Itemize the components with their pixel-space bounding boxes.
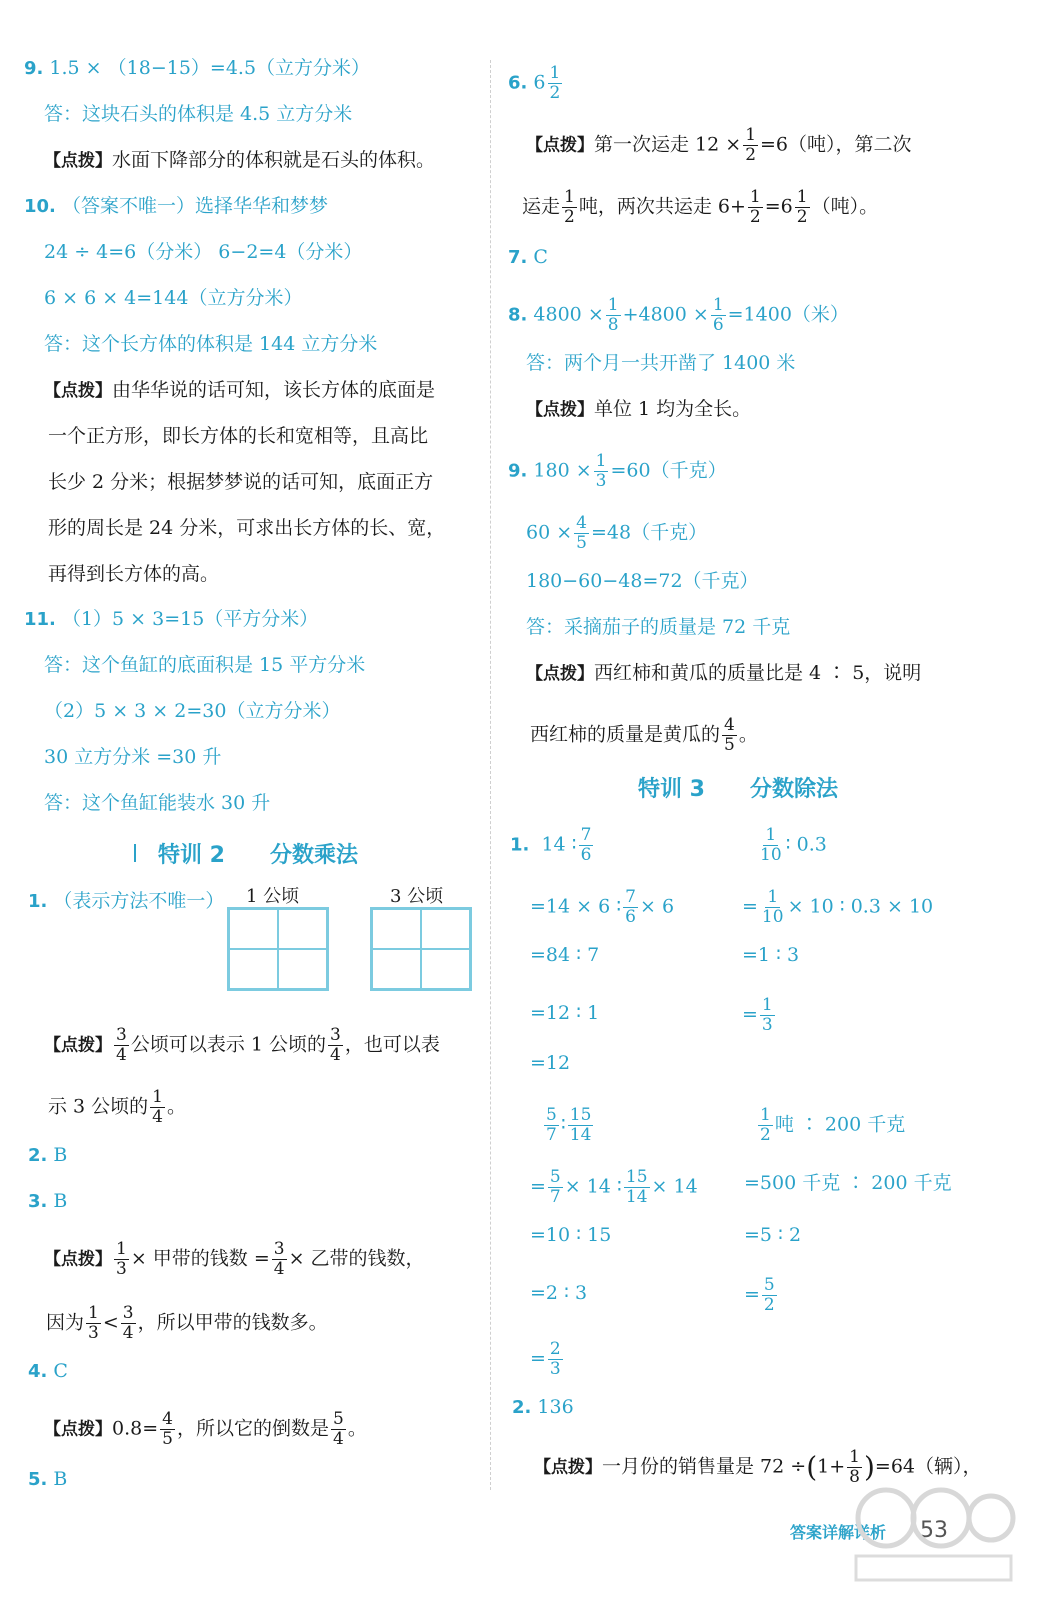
left-q9-tip: 【点拨】水面下降部分的体积就是石头的体积。 xyxy=(44,149,436,171)
s3q1-c2-l1: $\frac{1}{10}$ ∶ 0.3 xyxy=(760,825,827,865)
left-s2q3-tip-2: 因为 $\frac{1}{3}$ < $\frac{3}{4}$ ，所以甲带的钱数多。 xyxy=(46,1303,328,1343)
right-q9-tip-1: 【点拨】西红柿和黄瓜的质量比是 4 ∶ 5，说明 xyxy=(526,662,922,684)
section2-bar xyxy=(134,844,136,862)
left-q10-tip-3: 长少 2 分米；根据梦梦说的话可知，底面正方 xyxy=(48,471,434,493)
s3q1-c3-l2: = $\frac{5}{7}$ × 14 ∶ $\frac{15}{14}$ × 14 xyxy=(530,1167,698,1207)
left-q11-line2: （2）5 × 3 × 2=30（立方分米） xyxy=(44,700,341,722)
left-q9-equation: 9. 1.5 × （18−15）=4.5（立方分米） xyxy=(24,57,371,79)
left-q11-line1: 11. （1）5 × 3=15（平方分米） xyxy=(24,608,319,630)
right-q8-answer: 答：两个月一共开凿了 1400 米 xyxy=(526,352,796,374)
right-q9-tip-2: 西红柿的质量是黄瓜的 $\frac{4}{5}$ 。 xyxy=(530,715,758,755)
right-s3q2: 2. 136 xyxy=(512,1396,574,1418)
left-s2q1-tip-1: 【点拨】 $\frac{3}{4}$ 公顷可以表示 1 公顷的 $\frac{3}{4}$ ，也可以表 xyxy=(44,1025,440,1065)
s3q1-c1-l5: =12 xyxy=(530,1052,571,1074)
left-s2q3-tip-1: 【点拨】 $\frac{1}{3}$ × 甲带的钱数 = $\frac{3}{4}$ × 乙带的钱数， xyxy=(44,1239,425,1279)
right-q6: 6. 6 $\frac{1}{2}$ xyxy=(508,63,561,103)
s3q1-c1-l2: =14 × 6 ∶ $\frac{7}{6}$ × 6 xyxy=(530,887,675,927)
left-s2q1: 1. （表示方法不唯一） xyxy=(28,890,225,912)
column-divider xyxy=(490,60,491,1490)
left-q10-title: 10. （答案不唯一）选择华华和梦梦 xyxy=(24,195,328,217)
watermark-logo-icon xyxy=(846,1478,1016,1588)
right-q9-line3: 180−60−48=72（千克） xyxy=(526,570,759,592)
left-q10-line2: 6 × 6 × 4=144（立方分米） xyxy=(44,287,303,309)
left-s2q3: 3. B xyxy=(28,1190,68,1212)
s3q1-c4-l2: =500 千克 ∶ 200 千克 xyxy=(744,1172,952,1194)
page-number: 53 xyxy=(920,1518,948,1543)
s3q1-c3-l1: $\frac{5}{7}$ ∶ $\frac{15}{14}$ xyxy=(546,1105,592,1145)
left-q10-line1: 24 ÷ 4=6（分米） 6−2=4（分米） xyxy=(44,241,363,263)
left-q11-answer1: 答：这个鱼缸的底面积是 15 平方分米 xyxy=(44,654,366,676)
s3q1-c4-l4: = $\frac{5}{2}$ xyxy=(744,1275,775,1315)
s3q1-c3-l4: =2 ∶ 3 xyxy=(530,1282,588,1304)
left-q11-answer2: 答：这个鱼缸能装水 30 升 xyxy=(44,792,271,814)
right-q9-answer: 答：采摘茄子的质量是 72 千克 xyxy=(526,616,791,638)
left-q11-line3: 30 立方分米 =30 升 xyxy=(44,746,222,768)
right-q8-tip: 【点拨】单位 1 均为全长。 xyxy=(526,398,752,420)
grid-1-hectare xyxy=(227,907,329,991)
left-s2q4: 4. C xyxy=(28,1360,68,1382)
s3q1-c3-l5: = $\frac{2}{3}$ xyxy=(530,1339,561,1379)
right-q9-line1: 9. 180 × $\frac{1}{3}$ =60（千克） xyxy=(508,451,727,491)
s3q1-c1-l1: 1. 14 ∶ $\frac{7}{6}$ xyxy=(510,825,592,865)
grid2-label: 3 公顷 xyxy=(390,886,444,907)
left-q9-answer: 答：这块石头的体积是 4.5 立方分米 xyxy=(44,103,353,125)
right-q6-tip-2: 运走 $\frac{1}{2}$ 吨，两次共运走 6+ $\frac{1}{2}$ =6 $\frac{1}{2}$ （吨）。 xyxy=(522,187,879,227)
s3q1-c3-l3: =10 ∶ 15 xyxy=(530,1224,612,1246)
left-s2q1-tip-2: 示 3 公顷的 $\frac{1}{4}$ 。 xyxy=(48,1087,187,1127)
s3q1-c1-l4: =12 ∶ 1 xyxy=(530,1002,600,1024)
s3q1-c4-l1: $\frac{1}{2}$ 吨 ∶ 200 千克 xyxy=(760,1105,906,1145)
s3q1-c2-l3: =1 ∶ 3 xyxy=(742,944,800,966)
left-s2q5: 5. B xyxy=(28,1468,68,1490)
s3q1-c2-l4: = $\frac{1}{3}$ xyxy=(742,995,773,1035)
right-q7: 7. C xyxy=(508,246,548,268)
left-s2q4-tip: 【点拨】0.8= $\frac{4}{5}$ ，所以它的倒数是 $\frac{5}{4}$ 。 xyxy=(44,1409,367,1449)
s3q1-c1-l3: =84 ∶ 7 xyxy=(530,944,600,966)
left-q10-tip-5: 再得到长方体的高。 xyxy=(48,563,220,585)
left-q10-tip-4: 形的周长是 24 分米，可求出长方体的长、宽， xyxy=(48,517,446,539)
s3q1-c4-l3: =5 ∶ 2 xyxy=(744,1224,802,1246)
s3q1-c2-l2: = $\frac{1}{10}$ × 10 ∶ 0.3 × 10 xyxy=(742,887,934,927)
left-q10-tip-1: 【点拨】由华华说的话可知，该长方体的底面是 xyxy=(44,379,436,401)
section2-title-a: 特训 2 xyxy=(158,843,225,868)
right-s3q2-tip: 【点拨】一月份的销售量是 72 ÷(1+ $\frac{1}{8}$ )=64（辆）， xyxy=(534,1447,982,1487)
left-q10-tip-2: 一个正方形，即长方体的长和宽相等，且高比 xyxy=(48,425,429,447)
right-q8: 8. 4800 × $\frac{1}{8}$ +4800 × $\frac{1}{6}$ =1400（米） xyxy=(508,295,849,335)
section2-title-b: 分数乘法 xyxy=(270,843,359,868)
grid1-label: 1 公顷 xyxy=(246,886,300,907)
left-q10-answer: 答：这个长方体的体积是 144 立方分米 xyxy=(44,333,378,355)
grid-3-hectare xyxy=(370,907,472,991)
left-s2q2: 2. B xyxy=(28,1144,68,1166)
right-q9-line2: 60 × $\frac{4}{5}$ =48（千克） xyxy=(526,513,708,553)
section3-title-b: 分数除法 xyxy=(750,777,839,802)
right-q6-tip-1: 【点拨】第一次运走 12 × $\frac{1}{2}$ =6（吨），第二次 xyxy=(526,125,912,165)
section3-title-a: 特训 3 xyxy=(638,777,705,802)
footer-label: 答案详解详析 xyxy=(790,1523,887,1542)
